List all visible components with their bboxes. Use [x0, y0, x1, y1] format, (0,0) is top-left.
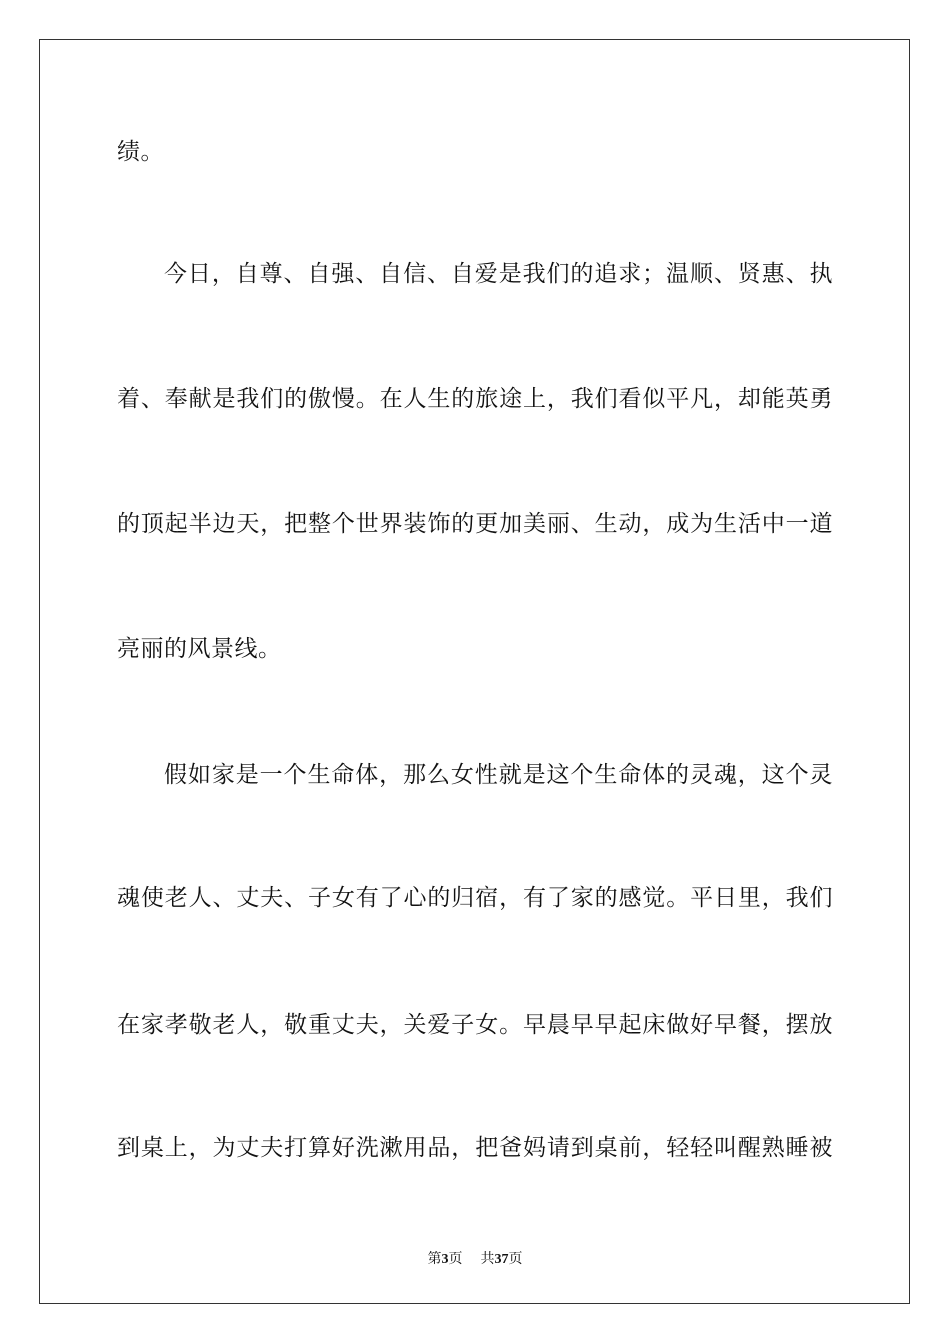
text-line-4: 的顶起半边天，把整个世界装饰的更加美丽、生动，成为生活中一道	[117, 511, 833, 537]
text-line-3: 着、奉献是我们的傲慢。在人生的旅途上，我们看似平凡，却能英勇	[117, 386, 833, 412]
text-line-5: 亮丽的风景线。	[117, 636, 282, 662]
page-suffix: 页	[448, 1251, 463, 1267]
text-line-7: 魂使老人、丈夫、子女有了心的归宿，有了家的感觉。平日里，我们	[117, 885, 833, 911]
page-footer	[0, 1248, 950, 1268]
page-number: 3	[441, 1252, 449, 1267]
text-line-9: 到桌上，为丈夫打算好洗漱用品，把爸妈请到桌前，轻轻叫醒熟睡被	[117, 1135, 833, 1161]
page-border	[39, 39, 910, 1304]
total-suffix: 页	[508, 1251, 523, 1267]
total-prefix: 共	[480, 1251, 495, 1267]
page-prefix: 第	[427, 1251, 442, 1267]
text-line-2: 今日，自尊、自强、自信、自爱是我们的追求；温顺、贤惠、执	[164, 261, 833, 287]
total-pages: 37	[494, 1252, 509, 1267]
text-line-1: 绩。	[117, 139, 164, 165]
text-line-8: 在家孝敬老人，敬重丈夫，关爱子女。早晨早早起床做好早餐，摆放	[117, 1012, 833, 1038]
text-line-6: 假如家是一个生命体，那么女性就是这个生命体的灵魂，这个灵	[164, 762, 833, 788]
